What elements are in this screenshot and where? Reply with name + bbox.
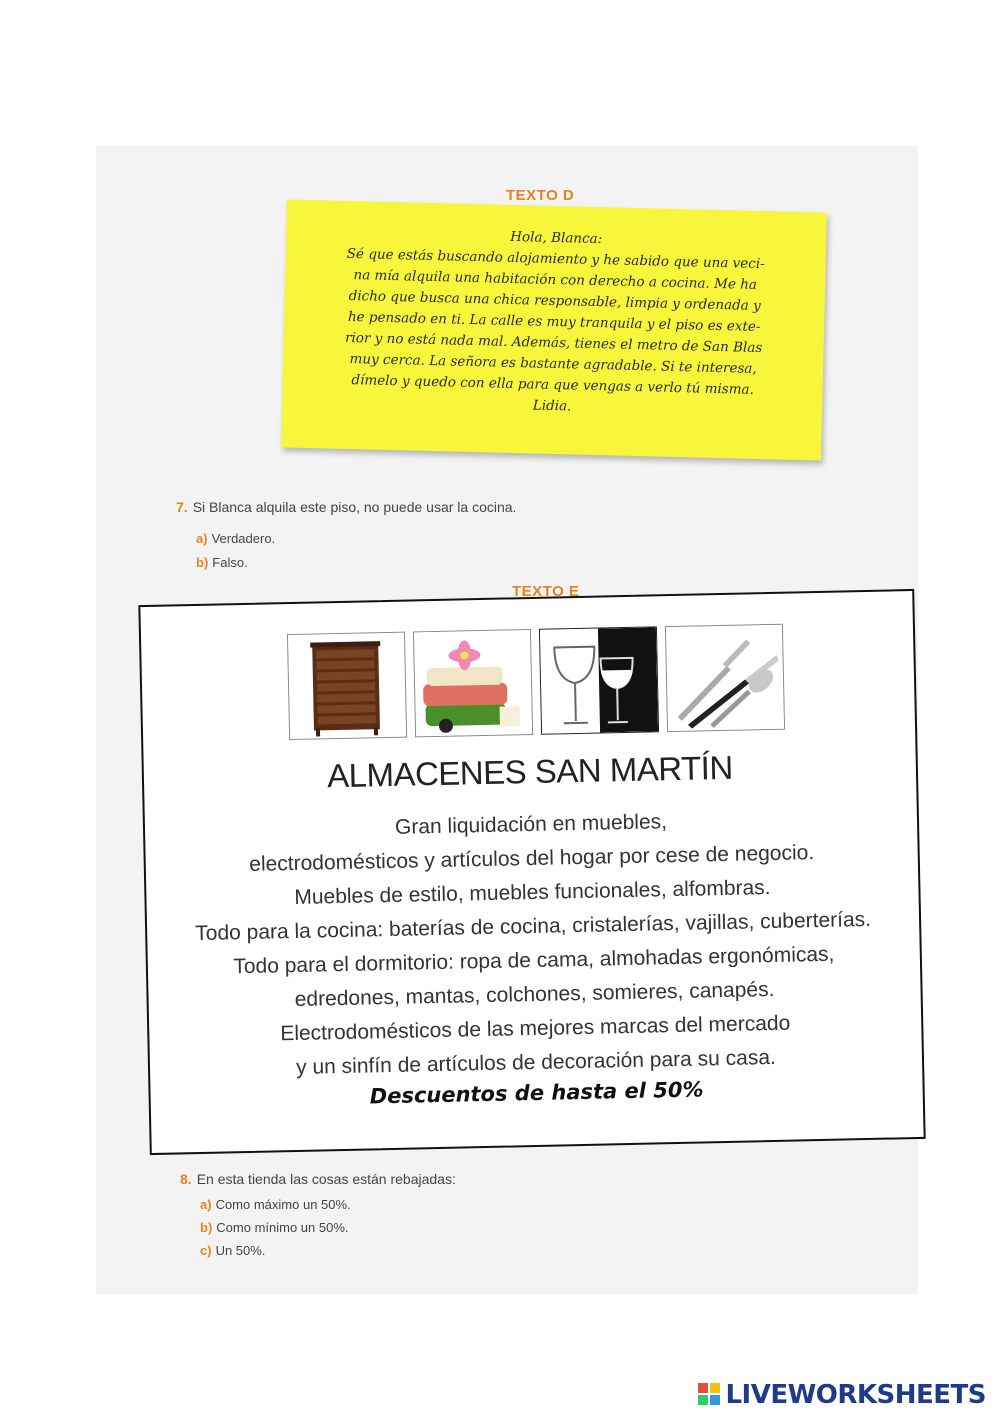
question-number: 7. bbox=[176, 499, 188, 515]
question-text: En esta tienda las cosas están rebajadas: bbox=[196, 1171, 456, 1187]
ad-line: y un sinfín de artículos de decoración para su casa. bbox=[295, 1045, 777, 1079]
liveworksheets-logo-icon bbox=[698, 1383, 720, 1405]
answer-option-a[interactable] bbox=[196, 531, 275, 546]
sticky-note bbox=[281, 199, 827, 460]
texto-d-title: TEXTO D bbox=[506, 187, 575, 204]
ad-line: electrodomésticos y artículos del hogar por cese de negocio. bbox=[249, 841, 815, 876]
note-line: Hola, Blanca: bbox=[510, 228, 603, 248]
answer-option-c[interactable] bbox=[200, 1243, 265, 1258]
question-8 bbox=[180, 1171, 456, 1187]
option-text: Como mínimo un 50%. bbox=[216, 1220, 349, 1235]
option-text: Falso. bbox=[212, 555, 248, 570]
ad-line: Todo para el dormitorio: ropa de cama, almohadas ergonómicas, bbox=[233, 942, 835, 979]
question-number: 8. bbox=[180, 1171, 192, 1187]
option-letter: a) bbox=[196, 531, 208, 546]
answer-option-b[interactable] bbox=[196, 555, 248, 570]
question-7 bbox=[176, 499, 516, 515]
note-line: Sé que estás buscando alojamiento y he sabido que una veci- bbox=[346, 245, 765, 273]
note-line: na mía alquila una habitación con derecho a cocina. Me ha bbox=[353, 267, 758, 293]
option-letter: a) bbox=[200, 1197, 212, 1212]
note-line: he pensado en ti. La calle es muy tranquila y el piso es exte- bbox=[347, 308, 761, 336]
towels-image bbox=[413, 629, 533, 737]
option-letter: b) bbox=[200, 1220, 213, 1235]
advertisement bbox=[138, 589, 925, 1155]
note-line: dímelo y quedo con ella para que vengas a verlo tú misma. bbox=[351, 372, 755, 398]
discount-text: Descuentos de hasta el 50% bbox=[369, 1077, 704, 1109]
note-line: muy cerca. La señora es bastante agradable. Si te interesa, bbox=[349, 351, 757, 377]
option-text: Un 50%. bbox=[215, 1243, 266, 1258]
option-letter: b) bbox=[196, 555, 209, 570]
ad-line: Electrodomésticos de las mejores marcas del mercado bbox=[280, 1011, 791, 1046]
ad-line: Muebles de estilo, muebles funcionales, alfombras. bbox=[294, 876, 771, 909]
option-text: Como máximo un 50%. bbox=[215, 1197, 351, 1212]
option-text: Verdadero. bbox=[211, 531, 276, 546]
ad-line: Todo para la cocina: baterías de cocina, cristalerías, vajillas, cuberterías. bbox=[195, 907, 872, 946]
wine-glasses-image bbox=[539, 626, 659, 734]
option-letter: c) bbox=[200, 1243, 212, 1258]
ad-line: edredones, mantas, colchones, somieres, canapés. bbox=[294, 977, 775, 1011]
note-signature: Lidia. bbox=[532, 397, 572, 415]
cutlery-image bbox=[665, 624, 785, 732]
dresser-image bbox=[287, 632, 407, 740]
brand-watermark[interactable]: LIVEWORKSHEETS bbox=[725, 1380, 986, 1410]
note-line: rior y no está nada mal. Además, tienes el metro de San Blas bbox=[344, 329, 763, 357]
answer-option-a[interactable] bbox=[200, 1197, 351, 1212]
texto-e-title: TEXTO E bbox=[512, 583, 580, 600]
ad-line: Gran liquidación en muebles, bbox=[394, 810, 668, 839]
answer-option-b[interactable] bbox=[200, 1220, 349, 1235]
note-line: dicho que busca una chica responsable, limpia y ordenada y bbox=[348, 287, 761, 315]
question-text: Si Blanca alquila este piso, no puede usar la cocina. bbox=[192, 499, 517, 515]
store-name: ALMACENES SAN MARTÍN bbox=[326, 748, 734, 795]
